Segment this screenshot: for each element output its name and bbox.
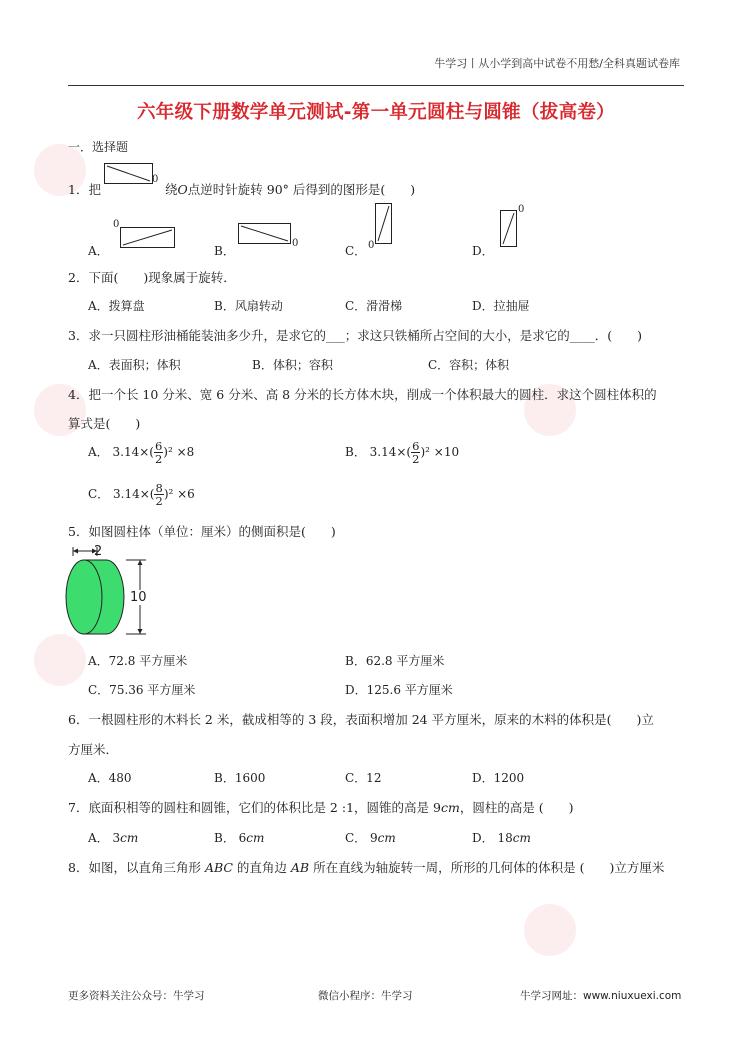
q5-height-label: 10 xyxy=(130,590,147,605)
q6-option-b[interactable]: B．1600 xyxy=(214,771,266,785)
q7-option-c[interactable]: C． 9cm xyxy=(345,831,396,845)
q1-option-c[interactable]: C． xyxy=(345,244,367,258)
svg-text:0: 0 xyxy=(113,219,120,230)
q4-option-a-fraction: $\frac{6}{2}$ xyxy=(154,439,163,466)
q4-option-c[interactable]: C． 3.14×( $\frac{8}{2}$ )² ×6 xyxy=(88,481,195,508)
q5-cylinder-figure xyxy=(64,544,164,644)
header-text: 牛学习丨从小学到高中试卷不用愁/全科真题试卷库 xyxy=(434,57,680,70)
footer-mini-program: 微信小程序：牛学习 xyxy=(318,990,413,1002)
q5-option-d[interactable]: D．125.6 平方厘米 xyxy=(345,683,453,697)
q6-stem-line2: 方厘米． xyxy=(68,742,119,757)
q2-option-a[interactable]: A．拨算盘 xyxy=(88,299,145,313)
q2-option-d[interactable]: D．拉抽屉 xyxy=(472,299,530,313)
svg-text:0: 0 xyxy=(292,238,299,249)
q1-option-d[interactable]: D． xyxy=(472,244,494,258)
q4-option-b-fraction: $\frac{6}{2}$ xyxy=(412,439,420,466)
footer-website-link[interactable]: 牛学习网址：www.niuxuexi.com xyxy=(520,990,682,1002)
svg-text:0: 0 xyxy=(368,240,375,251)
q1-option-a[interactable]: A． xyxy=(88,244,109,258)
q7-option-d[interactable]: D． 18cm xyxy=(472,831,531,845)
q6-option-d[interactable]: D．1200 xyxy=(472,771,525,785)
q5-option-c[interactable]: C．75.36 平方厘米 xyxy=(88,683,196,697)
q8-stem: 8．如图，以直角三角形 ABC 的直角边 AB 所在直线为轴旋转一周，所形的几何体的体积是 ( )立方厘米 xyxy=(68,860,665,875)
q1-option-a-figure xyxy=(113,218,177,252)
q5-cylinder-front-face xyxy=(66,560,102,634)
q7-option-a[interactable]: A． 3cm xyxy=(88,831,139,845)
header-divider xyxy=(68,85,684,86)
q6-stem-line1: 6．一根圆柱形的木料长 2 米，截成相等的 3 段，表面积增加 24 平方厘米，原来的木料的体积是( )立 xyxy=(68,712,654,727)
q1-option-b-figure xyxy=(238,218,302,252)
q2-option-c[interactable]: C．滑滑梯 xyxy=(345,299,403,313)
q3-stem: 3．求一只圆柱形油桶能装油多少升，是求它的___；求这只铁桶所占空间的大小，是求它的____．( ) xyxy=(68,328,642,343)
q5-option-a[interactable]: A．72.8 平方厘米 xyxy=(88,654,188,668)
q4-option-b[interactable]: B． 3.14×( $\frac{6}{2}$ )² ×10 xyxy=(345,439,460,466)
q4-stem-line1: 4．把一个长 10 分米、宽 6 分米、高 8 分米的长方体木块，削成一个体积最大的圆柱．求这个圆柱体积的 xyxy=(68,387,657,402)
q2-option-b[interactable]: B．风扇转动 xyxy=(214,299,283,313)
q3-option-a[interactable]: A．表面积；体积 xyxy=(88,358,181,372)
q1-number: 1．把 xyxy=(68,182,101,197)
svg-text:0: 0 xyxy=(518,204,525,215)
q1-option-c-figure xyxy=(368,203,398,251)
q6-option-a[interactable]: A．480 xyxy=(88,771,132,785)
q4-stem-line2: 算式是( ) xyxy=(68,416,141,431)
q4-option-c-fraction: $\frac{8}{2}$ xyxy=(155,481,163,508)
page-title: 六年级下册数学单元测试-第一单元圆柱与圆锥（拔高卷） xyxy=(137,102,615,123)
section-heading: 一．选择题 xyxy=(68,140,129,154)
q7-option-b[interactable]: B． 6cm xyxy=(214,831,265,845)
q1-option-b[interactable]: B． xyxy=(214,244,235,258)
q6-option-c[interactable]: C．12 xyxy=(345,771,382,785)
q1-stem: 绕O点逆时针旋转 90° 后得到的图形是( ) xyxy=(165,182,416,197)
q4-option-a[interactable]: A． 3.14×( $\frac{6}{2}$ )² ×8 xyxy=(88,439,195,466)
q2-stem: 2．下面( )现象属于旋转． xyxy=(68,270,236,285)
q1-origin-label: 0 xyxy=(152,174,159,185)
q1-option-d-figure xyxy=(500,204,530,250)
q7-stem: 7．底面积相等的圆柱和圆锥，它们的体积比是 2 :1，圆锥的高是 9cm，圆柱的高是 ( ) xyxy=(68,800,574,815)
q5-width-label: 2 xyxy=(94,544,103,559)
footer-wechat-account: 更多资料关注公众号：牛学习 xyxy=(68,990,205,1002)
q3-option-b[interactable]: B．体积；容积 xyxy=(252,358,333,372)
q5-option-b[interactable]: B．62.8 平方厘米 xyxy=(345,654,445,668)
q3-option-c[interactable]: C．容积；体积 xyxy=(428,358,510,372)
q5-stem: 5．如图圆柱体（单位：厘米）的侧面积是( ) xyxy=(68,524,336,539)
